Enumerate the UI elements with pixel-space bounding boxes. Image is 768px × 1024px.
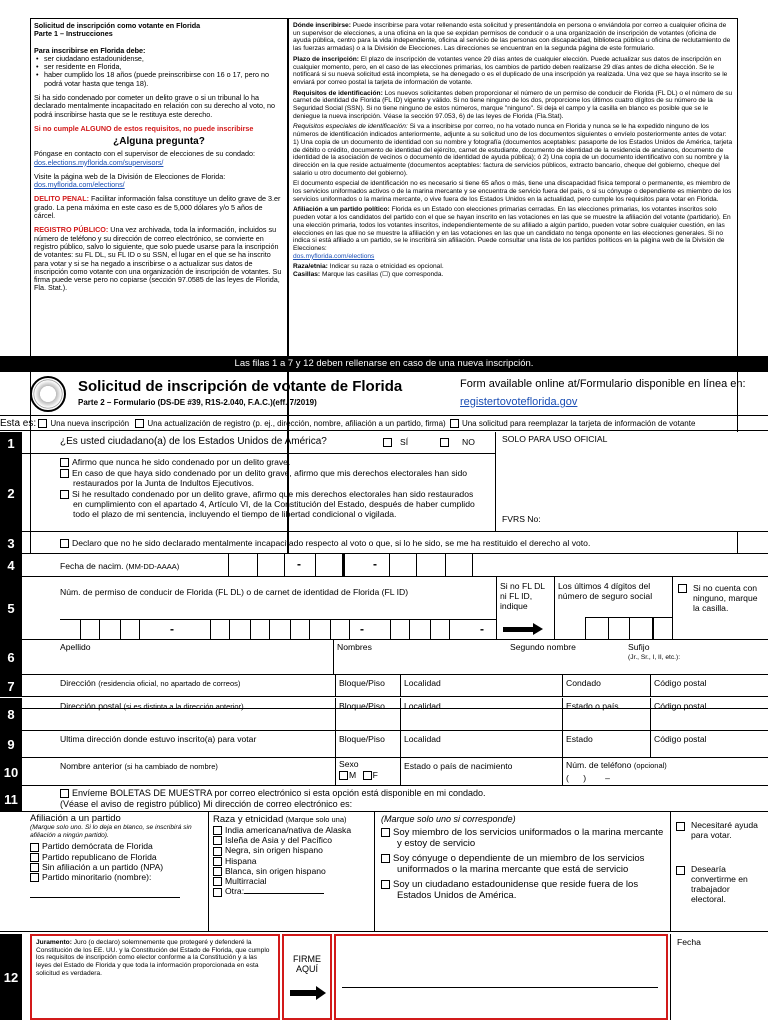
part1-title: Solicitud de inscripción como votante en Florida [34,21,201,30]
race-column [208,812,374,932]
florida-seal-icon [30,376,66,412]
online-text: Form available online at/Formulario disponible en línea en: [460,378,746,390]
row-5-identification [0,577,768,640]
row-number: 11 [0,786,22,812]
arrow-right-icon [290,990,316,996]
ssn-box [554,577,672,640]
row-3-mental-capacity [0,532,768,554]
service-option: Soy miembro de los servicios uniformados o la marina mercante y estoy de servicio [381,827,664,849]
race-option: Isleña de Asia y del Pacífico [213,835,370,845]
last-state-cell[interactable]: Estado [562,731,596,757]
suffix-example: (Jr., Sr., I, II, etc.): [628,654,681,661]
citizen-no-label: NO [462,437,475,447]
signature-field[interactable] [334,934,668,1020]
first-name-cell[interactable] [333,640,375,674]
requirements-list [34,55,284,88]
citizen-yes-checkbox[interactable] [383,438,392,447]
part1-subtitle: Parte 1 – Instrucciones [34,29,113,39]
row-7-address [0,675,768,697]
date-label: Fecha [677,937,701,947]
apt-cell[interactable]: Bloque/Piso [335,675,388,696]
party-democrat-option: Partido demócrata de Florida [30,841,205,851]
new-registration-label: Una nueva inscripción [50,419,130,428]
race-checkbox[interactable] [213,888,222,897]
special-id-requirements: Requisitos especiales de identificación: Si va a inscribirse por correo, no ha votado nunca en Florida y nunca se le ha expedido ninguno de los números de identificación indicados anteriormente, adjunte a su solicitud uno de los documentos siguientes o envíelo posteriormente antes de votar: 1) Una copia de un documento de identidad con su nombre y fotografía (documentos aceptables: pasaporte de los Estados Unidos de América, tarjeta de débito o crédito, documento de identidad del ejército, carnet de estudiante, documento de identidad de la residencia de ancianos, documento de identidad de la asociación de vecinos o documento de identidad de ayuda pública); ó 2) Una copia de un documento identificativo con su nombre y la dirección en la que reside actualmente (documentos aceptables: factura de servicios públicos, extracto bancario, cheque del gobierno, cheque del salario u otro documento del gobierno). [293,123,733,177]
row-number: 8 [0,698,22,731]
suffix-cell[interactable] [625,640,683,674]
race-option: Hispana [213,856,370,866]
required-rows-banner: Las filas 1 a 7 y 12 deben rellenarse en caso de una nueva inscripción. [0,356,768,372]
sample-ballot-checkbox[interactable] [60,789,69,798]
supervisors-link[interactable]: dos.elections.myflorida.com/supervisors/ [34,157,164,167]
race-option: Blanca, sin origen hispano [213,866,370,876]
first-name-label: Nombres [337,642,372,652]
official-use-box [495,432,768,532]
party-heading: Afiliación a un partido [30,813,121,824]
not-eligible-notice: Si no cumple ALGUNO de estos requisitos, no puede inscribirse [34,123,254,133]
oath-text: Juramento: Juro (o declaro) solemnemente que protegeré y defenderé la Constitución de los EE. UU. y la Constitución del Estado de Florida, que cumplo los requisitos de inscripción como elector conforme a la Constitución y a las leyes del Estado de Florida y que toda la información proporcionada en esta solicitud es verdadera. [36,939,270,977]
last-name-label: Apellido [60,642,91,652]
elections-link[interactable]: dos.myflorida.com/elections/ [34,180,125,190]
service-checkbox[interactable] [381,880,390,889]
application-type-row [0,417,768,431]
contact-text: Póngase en contacto con el supervisor de elecciones de su condado: [34,149,255,159]
penal-notice: DELITO PENAL: Facilitar información falsa constituye un delito grave de 3.er grado. La pena máxima en este caso es de 5,000 dólares y/o 5 años de cárcel. [34,194,281,221]
felony-option-1-checkbox[interactable] [60,458,69,467]
id-exemptions: El documento especial de identificación no es necesario si tiene 65 años o más, tiene una discapacidad física temporal o permanente, es miembro de los servicios uniformados activos o de la marina mercante y se encuentra de servicio fuera del país, o si su cónyuge o dependiente es miembro de los servicios uniformados o la marina mercante, o vive fuera de los Estados Unidos en la actualidad, pero cumple los requisitos para votar en Florida. [293,180,732,203]
mail-state-cell[interactable]: Estado o país [562,698,622,730]
race-checkbox[interactable] [213,847,222,856]
public-record-notice: REGISTRO PÚBLICO: Una vez archivada, toda la información, incluidos su número de teléfono y su dirección de correo electrónico, se convierte en registro público, salvo lo siguiente, que solo puede usarse para la inscripción de votantes: su FL DL, su FL ID o su SSN, el lugar en el que se ha inscrito para votar y si se ha negado a inscribirse o a actualizar sus datos de inscripción como votante con una organización de inscripción de votantes. Su firma puede verse pero no copiarse (sección 97.0585 de las leyes de Florida, Fla. Stat.). [34,225,282,293]
no-id-box [672,577,768,640]
party-minor-option: Partido minoritario (nombre): [30,872,205,882]
if-no-license-label: Si no FL DL ni FL ID, indique [500,581,545,611]
row-number: 3 [0,532,22,554]
service-heading: (Marque solo uno si corresponde) [381,814,516,824]
sex-label: Sexo [339,759,359,769]
race-heading: Raza y etnicidad (Marque solo una) [213,814,347,825]
row-number: 5 [0,577,22,640]
party-minor-checkbox[interactable] [30,873,39,882]
row-number: 12 [0,934,22,1020]
phone-format: ( ) – [566,773,610,783]
visit-text: Visite la página web de la División de Elecciones de Florida: [34,171,226,181]
party-affiliation-info: Afiliación a un partido político: Florida es un Estado con elecciones primarias cerradas. En las elecciones primarias, los votantes inscritos solo pueden votar a los candidatos del partido con el que se hayan inscrito en las votaciones en las que se muestre la afiliación del votante (partidario). En una elección primaria, todos los votantes inscritos, independientemente de su afiliado a algún partido, pueden votar sobre cualquier cuestión, en las elecciones en las que no se muestre la afiliación y en las votaciones en las que un candidato no tenga oponente en las elecciones generales. Si no indica si está afiliado a un partido, se le inscribirá sin afiliación. Puede consultar una lista de los partidos políticos en la página web de la División de Elecciones: [293,206,731,252]
id-requirements: Requisitos de identificación: Los nuevos solicitantes deben proporcionar el número de un permiso de conducir de Florida (FL DL) o el número de su carnet de identidad de Florida (FL ID) vigente y válido. Si no tiene ninguno de los dos, proporcione los últimos cuatro dígitos de su número de la Seguridad Social (SSN). Si no tiene ninguno de estos números, marque "ninguno". Si deja el campo y la casilla en blanco es posible que se le deniegue la nueva inscripción. Véase la sección 97.053, 6) de las leyes de Florida (Fla.Stat). [293,89,733,120]
date-field[interactable] [670,934,768,1020]
middle-name-label: Segundo nombre [510,642,576,652]
row-number: 4 [0,554,22,577]
sex-f-label: F [372,770,378,780]
party-note: (Marque solo uno. Si lo deja en blanco, se inscribirá sin afiliación a ningún partido). [30,824,192,839]
race-checkbox[interactable] [213,877,222,886]
row-9-last-address [0,731,768,758]
row-number: 9 [0,731,22,758]
sample-ballot-option: Envíeme BOLETAS DE MUESTRA por correo electrónico si esta opción está disponible en mi condado. [60,788,486,798]
previous-name-label: Nombre anterior (si ha cambiado de nombre) [60,761,218,771]
birthdate-label: Fecha de nacim. (MM-DD-AAAA) [60,561,180,571]
mailing-address-label: Dirección postal (si es distinta a la dirección anterior) [60,701,244,711]
mail-apt-cell[interactable]: Bloque/Piso [335,698,388,730]
row-6-name [0,640,768,675]
deadline-section: Plazo de inscripción: El plazo de inscripción de votantes vence 29 días antes de cualquier elección. Puede actualizar sus datos de inscripción en cualquier momento, pero, en el caso de las elecciones primarias, los cambios de partido deben realizarse 29 días antes de dicha elección. Se le notificará si su nueva solicitud está incompleta, se ha denegado o es el duplicado de una inscripción ya realizada. Una vez que se haya inscrito se le enviará por correo postal la tarjeta de información de votante. [293,55,728,86]
official-use-label: SOLO PARA USO OFICIAL [502,434,608,444]
update-registration-checkbox[interactable] [135,419,144,428]
felony-notice: Si ha sido condenado por cometer un delito grave o si un tribunal lo ha declarado mentalmente incapacitado en relación con su derecho al voto, no podrá inscribirse hasta que se le restituya este derecho. [34,93,275,119]
race-option: Negra, sin origen hispano [213,845,370,855]
party-list-link[interactable]: dos.myflorida.com/elections [293,252,375,260]
race-checkbox[interactable] [213,836,222,845]
felony-option-2: En caso de que haya sido condenado por un delito grave, afirmo que mis derechos electorales han sido restaurados por la Junta de Indultos Ejecutivos. [60,468,480,488]
race-option: Multirracial [213,876,370,886]
party-republican-checkbox[interactable] [30,853,39,862]
city-cell[interactable]: Localidad [400,675,444,696]
row-12-oath [0,932,768,1020]
phone-label: Núm. de teléfono (opcional) [566,760,667,770]
race-other-input[interactable] [244,886,324,894]
mail-city-cell[interactable]: Localidad [400,698,444,730]
mental-capacity-statement: Declaro que no he sido declarado mentalmente incapacitado respecto al voto o que, si lo he sido, se me ha restituido el derecho al voto. [60,538,590,548]
affiliation-section [0,812,768,932]
sign-here-label: FIRME AQUÍ [293,954,321,974]
assistance-checkbox[interactable] [676,822,685,831]
application-type-label: Esta es: [0,418,37,429]
zip-cell[interactable]: Código postal [650,675,710,696]
last-city-cell[interactable]: Localidad [400,731,444,757]
if-no-license-box [496,577,554,640]
oath-box [30,934,280,1020]
suffix-label: Sufijo [628,642,650,652]
row-number: 6 [0,640,22,675]
email-label: (Véase el aviso de registro público) Mi dirección de correo electrónico es: [60,799,353,809]
where-to-register: Dónde inscribirse: Puede inscribirse para votar rellenando esta solicitud y presentándola en persona o enviándola por correo a cualquier oficina de un supervisor de elecciones, a una oficina en la que se expidan permisos de conducir o a una organización de inscripción de votantes (oficina de ayuda pública, centro para la vida independiente, oficina al servicio de las personas con discapacidad, biblioteca pública u oficina de reclutamiento de las fuerzas armadas) o a la División de Elecciones. Las direcciones se encuentran en la segunda página de este formulario. [293,22,731,53]
race-checkbox[interactable] [213,867,222,876]
update-registration-label: Una actualización de registro (p. ej., dirección, nombre, afiliación a un partido, firma) [147,419,446,428]
ssn-input[interactable] [585,617,673,640]
row-2-felony [0,454,495,532]
race-option: Otra: [213,886,370,896]
service-checkbox[interactable] [381,828,390,837]
service-checkbox[interactable] [381,854,390,863]
citizen-no-checkbox[interactable] [440,438,449,447]
citizen-yes-label: SÍ [400,437,409,447]
last-apt-cell[interactable]: Bloque/Piso [335,731,388,757]
online-form-link[interactable]: registertovoteflorida.gov [460,396,578,408]
mail-zip-cell[interactable]: Código postal [650,698,710,730]
row-11-email [0,786,768,812]
mental-capacity-checkbox[interactable] [60,539,69,548]
assistance-column [670,812,768,932]
race-option: India americana/nativa de Alaska [213,825,370,835]
felony-option-1: Afirmo que nunca he sido condenado por un delito grave. [60,457,480,467]
requirement-item: • ser residente en Florida, [34,63,284,71]
birth-state-cell[interactable] [400,758,515,785]
row-number: 2 [0,454,22,532]
ssn-label: Los últimos 4 dígitos del número de seguro social [558,581,653,601]
replace-card-label: Una solicitud para reemplazar la tarjeta de información de votante [461,419,696,428]
race-info: Raza/etnia: Indicar su raza o etnicidad es opcional. [293,263,444,271]
felony-option-3: Si he resultado condenado por un delito grave, afirmo que mis derechos electorales han sido restaurados en cumplimiento con el apartado 4, Artículo VI, de la Constitución del Estado, después de haber cumplido todo el plazo de mi sentencia, incluyendo el tiempo de libertad condicional o vigilada. [60,489,480,519]
requirements-heading: Para inscribirse en Florida debe: [34,45,146,55]
row-number: 1 [0,432,22,454]
row-8-mailing-address [0,698,768,731]
no-id-label: Si no cuenta con ninguno, marque la casilla. [673,577,768,613]
race-checkbox[interactable] [213,826,222,835]
row-10-previous-name [0,758,768,786]
form-header [0,372,768,416]
row-4-birthdate [0,554,768,577]
requirement-item: • ser ciudadano estadounidense, [34,55,284,63]
phone-cell[interactable] [562,758,670,785]
sign-here-box [282,934,332,1020]
poll-worker-option: Desearía convertirme en trabajador electoral. [671,840,768,904]
county-cell[interactable]: Condado [562,675,604,696]
service-column [374,812,670,932]
replace-card-checkbox[interactable] [450,419,459,428]
arrow-right-icon [503,627,533,632]
birth-state-label: Estado o país de nacimiento [404,761,513,771]
birthdate-input[interactable]: - - [228,554,496,577]
license-id-label: Núm. de permiso de conducir de Florida (FL DL) o de carnet de identidad de Florida (FL ID) [60,587,409,597]
checkbox-info: Casillas: Marque las casillas (☐) que corresponda. [293,271,444,279]
service-option: Soy un ciudadano estadounidense que reside fuera de los Estados Unidos de América. [381,879,664,901]
poll-worker-checkbox[interactable] [676,866,685,875]
sex-f-checkbox[interactable] [363,771,372,780]
assistance-option: Necesitaré ayuda para votar. [671,812,768,840]
new-registration-checkbox[interactable] [38,419,47,428]
party-democrat-checkbox[interactable] [30,843,39,852]
form-title: Solicitud de inscripción de votante de Florida [78,378,403,395]
address-label: Dirección (residencia oficial, no apartado de correos) [60,678,241,688]
form-subtitle: Parte 2 – Formulario (DS-DE #39, R1S-2.040, F.A.C.)(eff. 7/2019) [78,398,317,407]
minor-party-input[interactable] [30,896,180,898]
questions-heading: ¿Alguna pregunta? [113,136,205,148]
last-address-label: Ultima dirección donde estuvo inscrito(a) para votar [60,734,257,744]
row-number: 7 [0,675,22,697]
row-number: 10 [0,758,22,786]
service-option: Soy cónyuge o dependiente de un miembro de los servicios uniformados o la marina mercante que está de servicio [381,853,664,875]
requirement-item: • haber cumplido los 18 años (puede preinscribirse con 16 o 17, pero no podrá votar hasta que tenga 18). [34,71,284,88]
party-column [30,814,205,898]
party-npa-option: Sin afiliación a un partido (NPA) [30,862,205,872]
felony-option-3-checkbox[interactable] [60,490,69,499]
race-checkbox[interactable] [213,857,222,866]
license-id-input[interactable]: - - - [60,619,496,640]
party-republican-option: Partido republicano de Florida [30,852,205,862]
felony-option-2-checkbox[interactable] [60,469,69,478]
sex-m-label: M [349,770,357,780]
party-npa-checkbox[interactable] [30,863,39,872]
fvrs-label: FVRS No: [502,514,541,524]
no-id-checkbox[interactable] [678,584,687,593]
citizenship-question: ¿Es usted ciudadano(a) de los Estados Unidos de América? [60,436,327,447]
sex-cell [335,758,381,785]
last-zip-cell[interactable]: Código postal [650,731,710,757]
sex-m-checkbox[interactable] [339,771,348,780]
